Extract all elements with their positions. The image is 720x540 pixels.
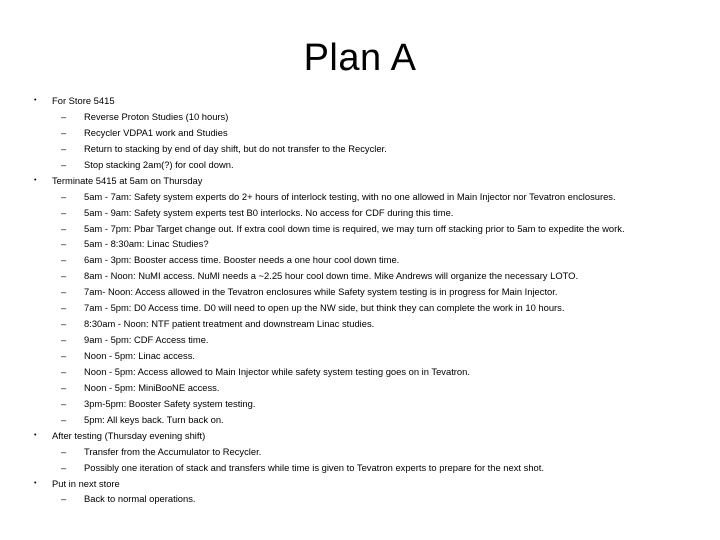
dash-marker: – — [61, 270, 67, 282]
bullet-item — [0, 428, 720, 444]
slide-body — [0, 93, 720, 507]
dash-marker: – — [61, 350, 67, 361]
bullet-marker: • — [34, 479, 37, 487]
dash-marker: – — [61, 445, 67, 457]
sub-bullet-item — [0, 364, 720, 380]
sub-bullet-text: 5am - 9am: Safety system experts test B0 interlocks. No access for CDF during this time. — [84, 206, 454, 218]
sub-bullet-item — [0, 332, 720, 348]
sub-bullet-item — [0, 205, 720, 221]
sub-bullet-item — [0, 284, 720, 300]
sub-bullet-item — [0, 300, 720, 316]
sub-bullet-text: Recycler VDPA1 work and Studies — [84, 126, 228, 138]
dash-marker: – — [61, 413, 67, 425]
sub-bullet-item — [0, 412, 720, 428]
sub-bullet-item — [0, 444, 720, 460]
sub-bullet-item — [0, 141, 720, 157]
sub-bullet-text: 5am - 7pm: Pbar Target change out. If extra cool down time is required, we may turn off stacking prior to 5am to expedite the work. — [84, 222, 625, 234]
dash-marker: – — [61, 381, 67, 393]
sub-bullet-text: Noon - 5pm: Access allowed to Main Injector while safety system testing goes on in Tevatron. — [84, 365, 470, 377]
sub-bullet-text: 5am - 7am: Safety system experts do 2+ hours of interlock testing, with no one allowed in Main Injector nor Tevatron enclosures. — [84, 190, 616, 202]
bullet-item — [0, 173, 720, 189]
bullet-text: Put in next store — [52, 477, 120, 489]
sub-bullet-item — [0, 491, 720, 507]
dash-marker: – — [61, 110, 67, 122]
sub-bullet-text: Stop stacking 2am(?) for cool down. — [84, 158, 234, 170]
dash-marker: – — [61, 302, 67, 314]
bullet-item — [0, 93, 720, 109]
sub-bullet-text: Back to normal operations. — [84, 493, 196, 505]
dash-marker: – — [61, 397, 67, 409]
sub-bullet-text: Possibly one iteration of stack and transfers while time is given to Tevatron experts to prepare for the next shot. — [84, 461, 544, 473]
dash-marker: – — [61, 190, 67, 202]
dash-marker: – — [61, 318, 67, 330]
dash-marker: – — [61, 238, 67, 250]
dash-marker: – — [61, 286, 67, 298]
dash-marker: – — [61, 206, 67, 218]
bullet-marker: • — [34, 176, 37, 184]
sub-bullet-text: Reverse Proton Studies (10 hours) — [84, 110, 229, 122]
sub-bullet-text: 3pm-5pm: Booster Safety system testing. — [84, 397, 256, 409]
sub-bullet-item — [0, 125, 720, 141]
sub-bullet-item — [0, 380, 720, 396]
sub-bullet-item — [0, 236, 720, 252]
sub-bullet-item — [0, 316, 720, 332]
bullet-text: Terminate 5415 at 5am on Thursday — [52, 174, 203, 186]
sub-bullet-text: 6am - 3pm: Booster access time. Booster needs a one hour cool down time. — [84, 254, 400, 266]
bullet-text: After testing (Thursday evening shift) — [52, 429, 206, 441]
bullet-item — [0, 476, 720, 492]
bullet-text: For Store 5415 — [52, 95, 115, 106]
dash-marker: – — [61, 142, 67, 154]
dash-marker: – — [61, 365, 67, 377]
sub-bullet-text: 8:30am - Noon: NTF patient treatment and downstream Linac studies. — [84, 318, 375, 330]
sub-bullet-item — [0, 221, 720, 237]
sub-bullet-text: 9am - 5pm: CDF Access time. — [84, 334, 209, 346]
sub-bullet-item — [0, 189, 720, 205]
bullet-marker: • — [34, 97, 37, 104]
sub-bullet-text: Transfer from the Accumulator to Recycler. — [84, 445, 262, 457]
dash-marker: – — [61, 493, 67, 505]
slide-title: Plan A — [303, 37, 417, 79]
dash-marker: – — [61, 158, 67, 170]
sub-bullet-text: Noon - 5pm: MiniBooNE access. — [84, 381, 220, 393]
sub-bullet-item — [0, 109, 720, 125]
sub-bullet-text: 5pm: All keys back. Turn back on. — [84, 413, 224, 425]
sub-bullet-text: Return to stacking by end of day shift, but do not transfer to the Recycler. — [84, 142, 387, 154]
sub-bullet-item — [0, 268, 720, 284]
dash-marker: – — [61, 222, 67, 234]
sub-bullet-item — [0, 157, 720, 173]
sub-bullet-item — [0, 460, 720, 476]
sub-bullet-item — [0, 396, 720, 412]
bullet-marker: • — [34, 431, 37, 439]
sub-bullet-text: Noon - 5pm: Linac access. — [84, 350, 195, 361]
dash-marker: – — [61, 334, 67, 346]
sub-bullet-text: 7am - 5pm: D0 Access time. D0 will need to open up the NW side, but think they can complete the work in 10 hours. — [84, 302, 565, 314]
dash-marker: – — [61, 126, 67, 138]
dash-marker: – — [61, 254, 67, 266]
sub-bullet-text: 8am - Noon: NuMI access. NuMI needs a ~2.25 hour cool down time. Mike Andrews will organize the necessary LOTO. — [84, 270, 579, 282]
sub-bullet-text: 7am- Noon: Access allowed in the Tevatron enclosures while Safety system testing is in progress for Main Injector. — [84, 286, 558, 298]
sub-bullet-item — [0, 252, 720, 268]
dash-marker: – — [61, 461, 67, 473]
sub-bullet-item — [0, 348, 720, 364]
sub-bullet-text: 5am - 8:30am: Linac Studies? — [84, 238, 209, 250]
